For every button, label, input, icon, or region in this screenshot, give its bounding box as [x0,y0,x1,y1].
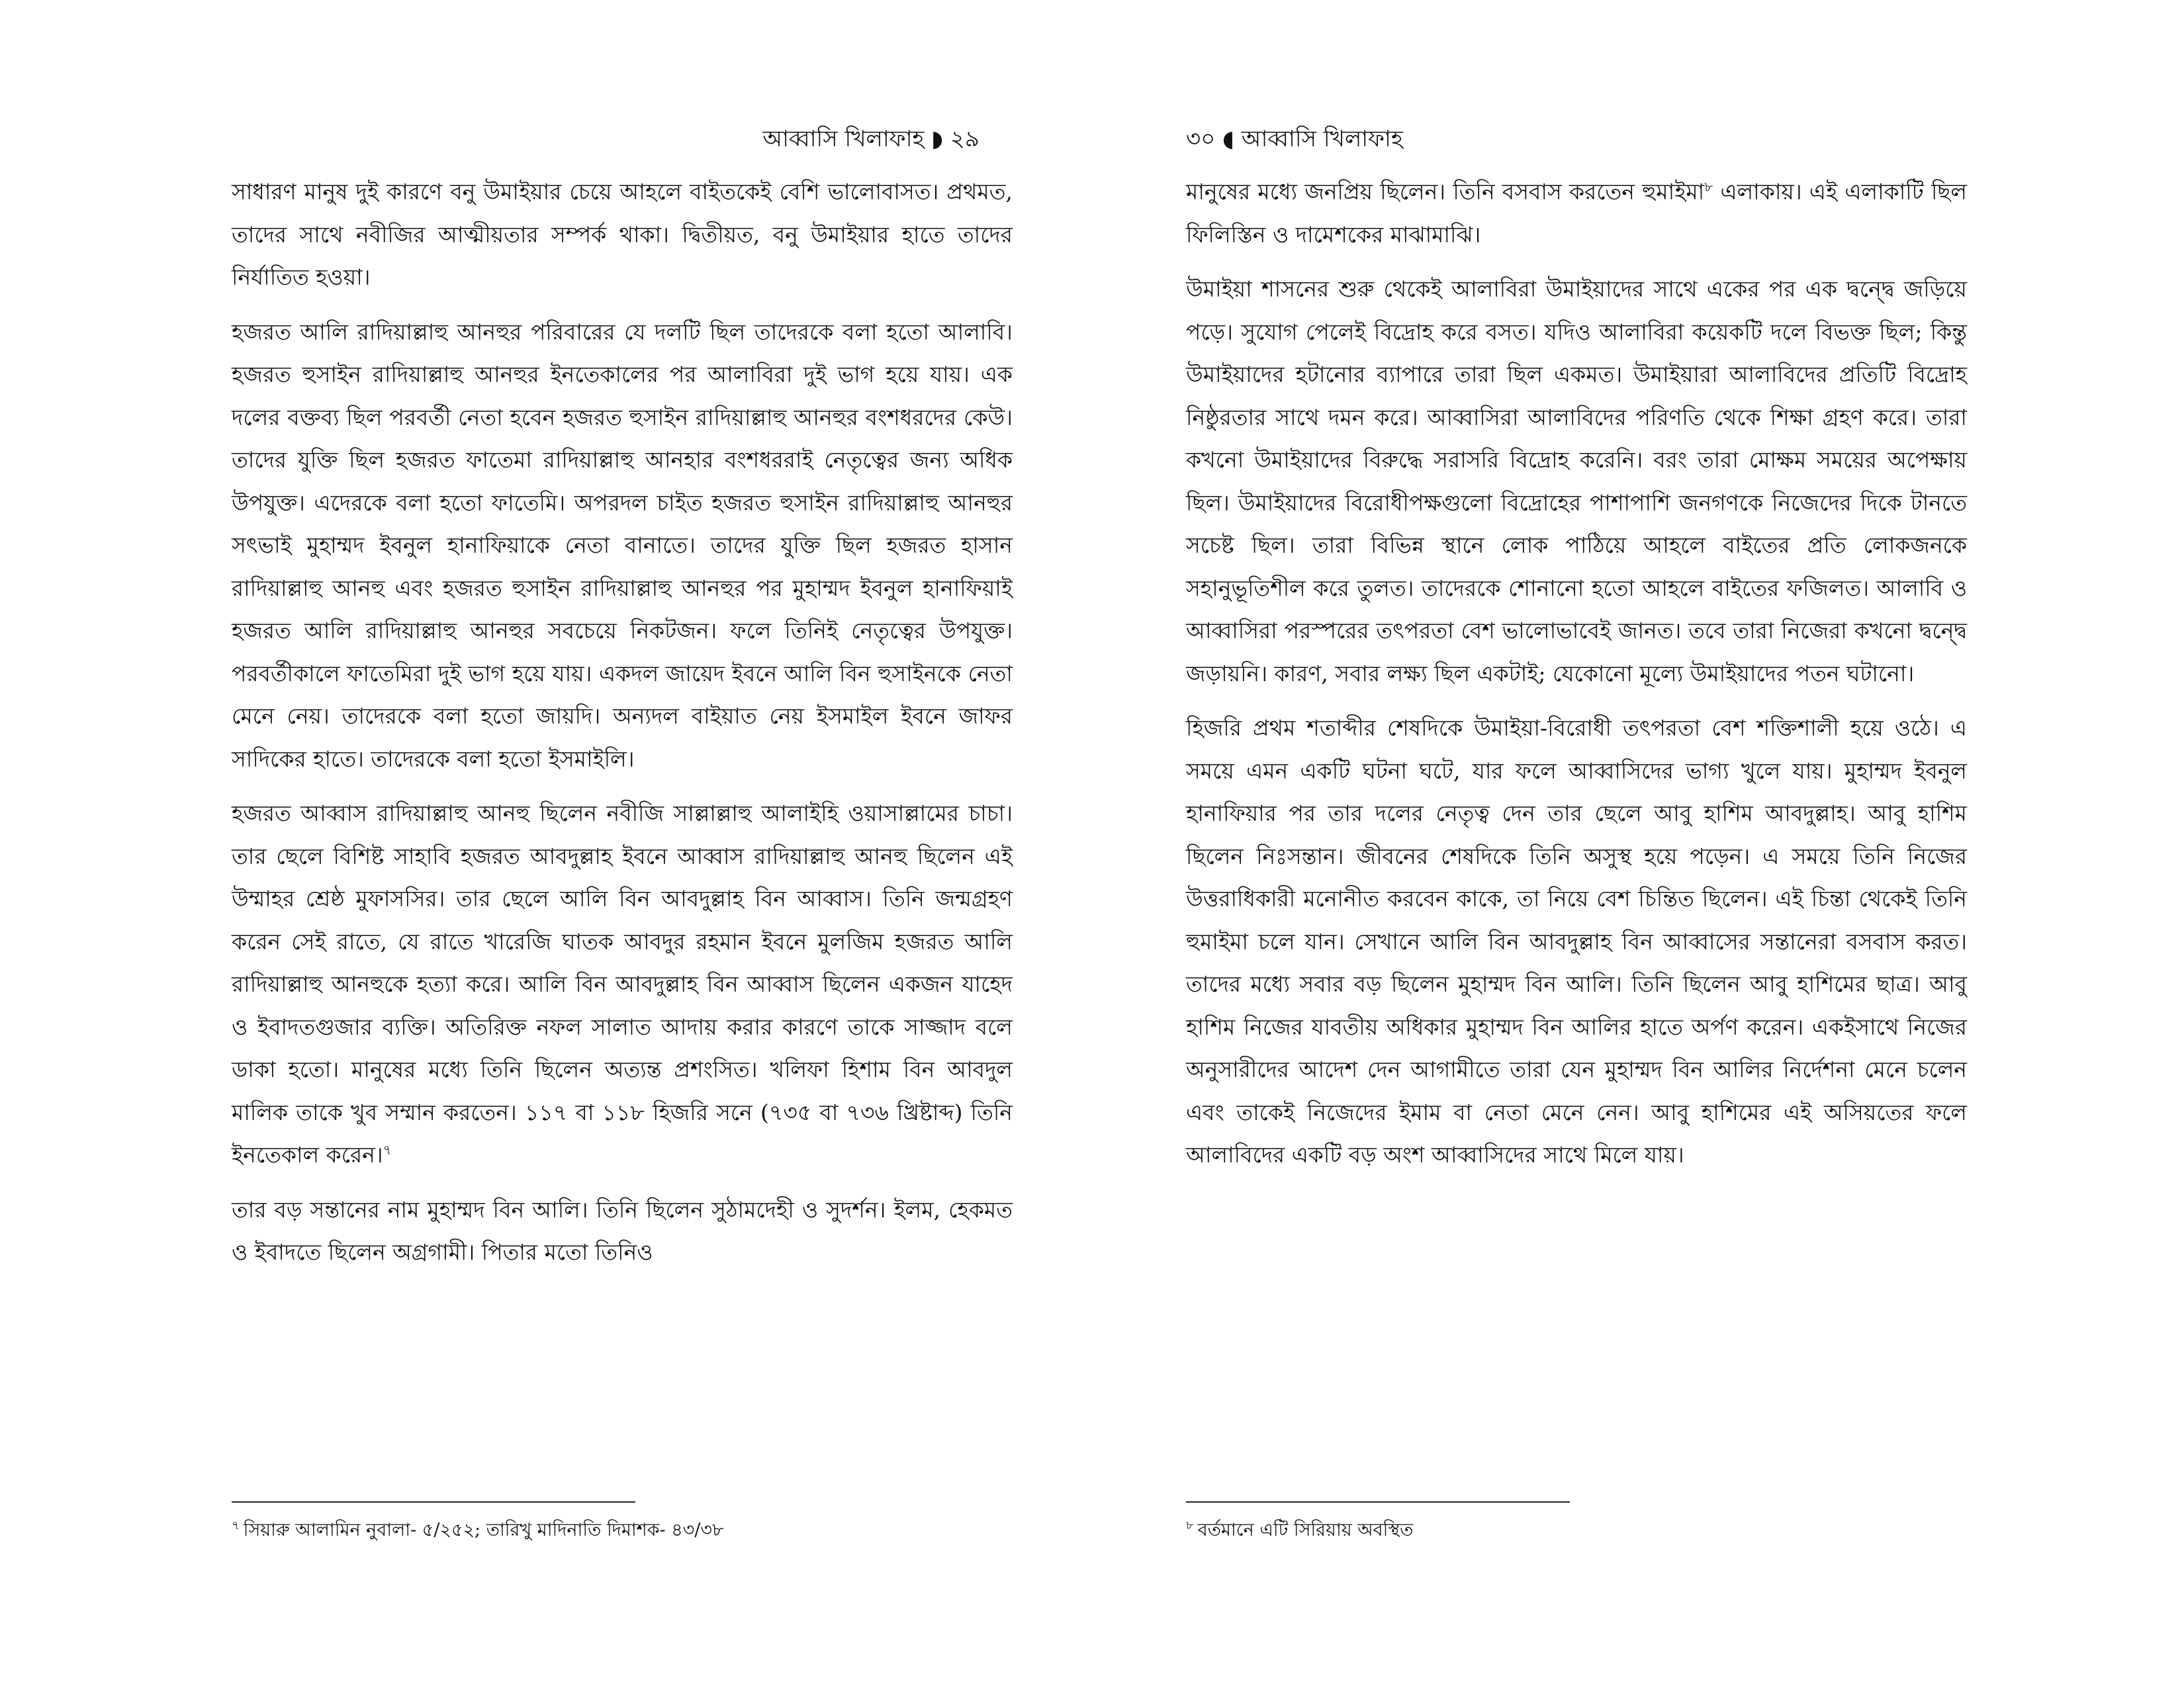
paragraph: উমাইয়া শাসনের শুরু থেকেই আলাবিরা উমাইয়াদের সাথে একের পর এক দ্বন্দ্বে জড়িয়ে পড়ে। সুযোগ পেলেই বিদ্রোহ করে বসত। যদিও আলাবিরা কয়েকটি দলে বিভক্ত ছিল; কিন্তু উমাইয়াদের হটানোর ব্যাপারে তারা ছিল একমত। উমাইয়ারা আলাবিদের প্রতিটি বিদ্রোহ নিষ্ঠুরতার সাথে দমন করে। আব্বাসিরা আলাবিদের পরিণতি থেকে শিক্ষা গ্রহণ করে। তারা কখনো উমাইয়াদের বিরুদ্ধে সরাসরি বিদ্রোহ করেনি। বরং তারা মোক্ষম সময়ের অপেক্ষায় ছিল। উমাইয়াদের বিরোধীপক্ষগুলো বিদ্রোহের পাশাপাশি জনগণকে নিজেদের দিকে টানতে সচেষ্ট ছিল। তারা বিভিন্ন স্থানে লোক পাঠিয়ে আহলে বাইতের প্রতি লোকজনকে সহানুভূতিশীল করে তুলত। তাদেরকে শোনানো হতো আহলে বাইতের ফজিলত। আলাবি ও আব্বাসিরা পরস্পরের তৎপরতা বেশ ভালোভাবেই জানত। তবে তারা নিজেরা কখনো দ্বন্দ্বে জড়ায়নি। কারণ, সবার লক্ষ্য ছিল একটাই; যেকোনো মূল্যে উমাইয়াদের পতন ঘটানো। [1186,276,1967,686]
footnote-text: বর্তমানে এটি সিরিয়ায় অবস্থিত [1197,1520,1414,1540]
footnote-divider [1186,1501,1570,1503]
footnote-marker: ৭ [232,1519,240,1532]
footnote-reference[interactable]: ৭ [383,1142,392,1158]
paragraph [232,792,1013,1177]
paragraph [1186,171,1967,256]
footnote-divider [232,1501,635,1503]
footnote-marker: ৮ [1186,1519,1194,1532]
running-head-left: আব্বাসি খিলাফাহ ◗ ২৯ [762,126,979,152]
running-head-right: ৩০ ◖ আব্বাসি খিলাফাহ [1186,126,1403,152]
paragraph-text: হজরত আব্বাস রাদিয়াল্লাহু আনহু ছিলেন নবীজি সাল্লাল্লাহু আলাইহি ওয়াসাল্লামের চাচা। তার ছেলে বিশিষ্ট সাহাবি হজরত আবদুল্লাহ ইবনে আব্বাস রাদিয়াল্লাহু আনহু ছিলেন এই উম্মাহর শ্রেষ্ঠ মুফাসসির। তার ছেলে আলি বিন আবদুল্লাহ বিন আব্বাস। তিনি জন্মগ্রহণ করেন সেই রাতে, যে রাতে খারেজি ঘাতক আবদুর রহমান ইবনে মুলজিম হজরত আলি রাদিয়াল্লাহু আনহুকে হত্যা করে। আলি বিন আবদুল্লাহ বিন আব্বাস ছিলেন একজন যাহেদ ও ইবাদতগুজার ব্যক্তি। অতিরিক্ত নফল সালাত আদায় করার কারণে তাকে সাজ্জাদ বলে ডাকা হতো। মানুষের মধ্যে তিনি ছিলেন অত্যন্ত প্রশংসিত। খলিফা হিশাম বিন আবদুল মালিক তাকে খুব সম্মান করতেন। ১১৭ বা ১১৮ হিজরি সনে (৭৩৫ বা ৭৩৬ খ্রিষ্টাব্দ) তিনি ইনতেকাল করেন। [232,800,1013,1168]
right-page [1092,0,2184,1688]
footnote-right [1186,1517,1414,1544]
footnote-left [232,1517,724,1544]
paragraph: হজরত আলি রাদিয়াল্লাহু আনহুর পরিবারের যে দলটি ছিল তাদেরকে বলা হতো আলাবি। হজরত হুসাইন রাদিয়াল্লাহু আনহুর ইনতেকালের পর আলাবিরা দুই ভাগ হয়ে যায়। এক দলের বক্তব্য ছিল পরবর্তী নেতা হবেন হজরত হুসাইন রাদিয়াল্লাহু আনহুর বংশধরদের কেউ। তাদের যুক্তি ছিল হজরত ফাতেমা রাদিয়াল্লাহু আনহার বংশধররাই নেতৃত্বের জন্য অধিক উপযুক্ত। এদেরকে বলা হতো ফাতেমি। অপরদল চাইত হজরত হুসাইন রাদিয়াল্লাহু আনহুর সৎভাই মুহাম্মদ ইবনুল হানাফিয়াকে নেতা বানাতে। তাদের যুক্তি ছিল হজরত হাসান রাদিয়াল্লাহু আনহু এবং হজরত হুসাইন রাদিয়াল্লাহু আনহুর পর মুহাম্মদ ইবনুল হানাফিয়াই হজরত আলি রাদিয়াল্লাহু আনহুর সবচেয়ে নিকটজন। ফলে তিনিই নেতৃত্বের উপযুক্ত। পরবর্তীকালে ফাতেমিরা দুই ভাগ হয়ে যায়। একদল জায়েদ ইবনে আলি বিন হুসাইনকে নেতা মেনে নেয়। তাদেরকে বলা হতো জায়দি। অন্যদল বাইয়াত নেয় ইসমাইল ইবনে জাফর সাদিকের হাতে। তাদেরকে বলা হতো ইসমাইলি। [232,318,1013,772]
footnote-reference[interactable]: ৮ [1704,179,1713,195]
paragraph-text: এলাকায়। এই এলাকাটি ছিল ফিলিস্তিন ও দামেশকের মাঝামাঝি। [1186,179,1967,248]
paragraph-text: মানুষের মধ্যে জনপ্রিয় ছিলেন। তিনি বসবাস করতেন হুমাইমা [1186,179,1705,205]
paragraph: তার বড় সন্তানের নাম মুহাম্মদ বিন আলি। তিনি ছিলেন সুঠামদেহী ও সুদর্শন। ইলম, হেকমত ও ইবাদতে ছিলেন অগ্রগামী। পিতার মতো তিনিও [232,1196,1013,1265]
left-body-text [232,171,1013,1286]
paragraph: সাধারণ মানুষ দুই কারণে বনু উমাইয়ার চেয়ে আহলে বাইতকেই বেশি ভালোবাসত। প্রথমত, তাদের সাথে নবীজির আত্মীয়তার সম্পর্ক থাকা। দ্বিতীয়ত, বনু উমাইয়ার হাতে তাদের নির্যাতিত হওয়া। [232,179,1013,290]
footnote-text: সিয়ারু আলামিন নুবালা- ৫/২৫২; তারিখু মাদিনাতি দিমাশক- ৪৩/৩৮ [243,1520,724,1540]
paragraph: হিজরি প্রথম শতাব্দীর শেষদিকে উমাইয়া-বিরোধী তৎপরতা বেশ শক্তিশালী হয়ে ওঠে। এ সময়ে এমন একটি ঘটনা ঘটে, যার ফলে আব্বাসিদের ভাগ্য খুলে যায়। মুহাম্মদ ইবনুল হানাফিয়ার পর তার দলের নেতৃত্ব দেন তার ছেলে আবু হাশিম আবদুল্লাহ। আবু হাশিম ছিলেন নিঃসন্তান। জীবনের শেষদিকে তিনি অসুস্থ হয়ে পড়েন। এ সময়ে তিনি নিজের উত্তরাধিকারী মনোনীত করবেন কাকে, তা নিয়ে বেশ চিন্তিত ছিলেন। এই চিন্তা থেকেই তিনি হুমাইমা চলে যান। সেখানে আলি বিন আবদুল্লাহ বিন আব্বাসের সন্তানেরা বসবাস করত। তাদের মধ্যে সবার বড় ছিলেন মুহাম্মদ বিন আলি। তিনি ছিলেন আবু হাশিমের ছাত্র। আবু হাশিম নিজের যাবতীয় অধিকার মুহাম্মদ বিন আলির হাতে অর্পণ করেন। একইসাথে নিজের অনুসারীদের আদেশ দেন আগামীতে তারা যেন মুহাম্মদ বিন আলির নির্দেশনা মেনে চলেন এবং তাকেই নিজেদের ইমাম বা নেতা মেনে নেন। আবু হাশিমের এই অসিয়তের ফলে আলাবিদের একটি বড় অংশ আব্বাসিদের সাথে মিলে যায়। [1186,715,1967,1168]
right-body-text [1186,171,1967,1189]
